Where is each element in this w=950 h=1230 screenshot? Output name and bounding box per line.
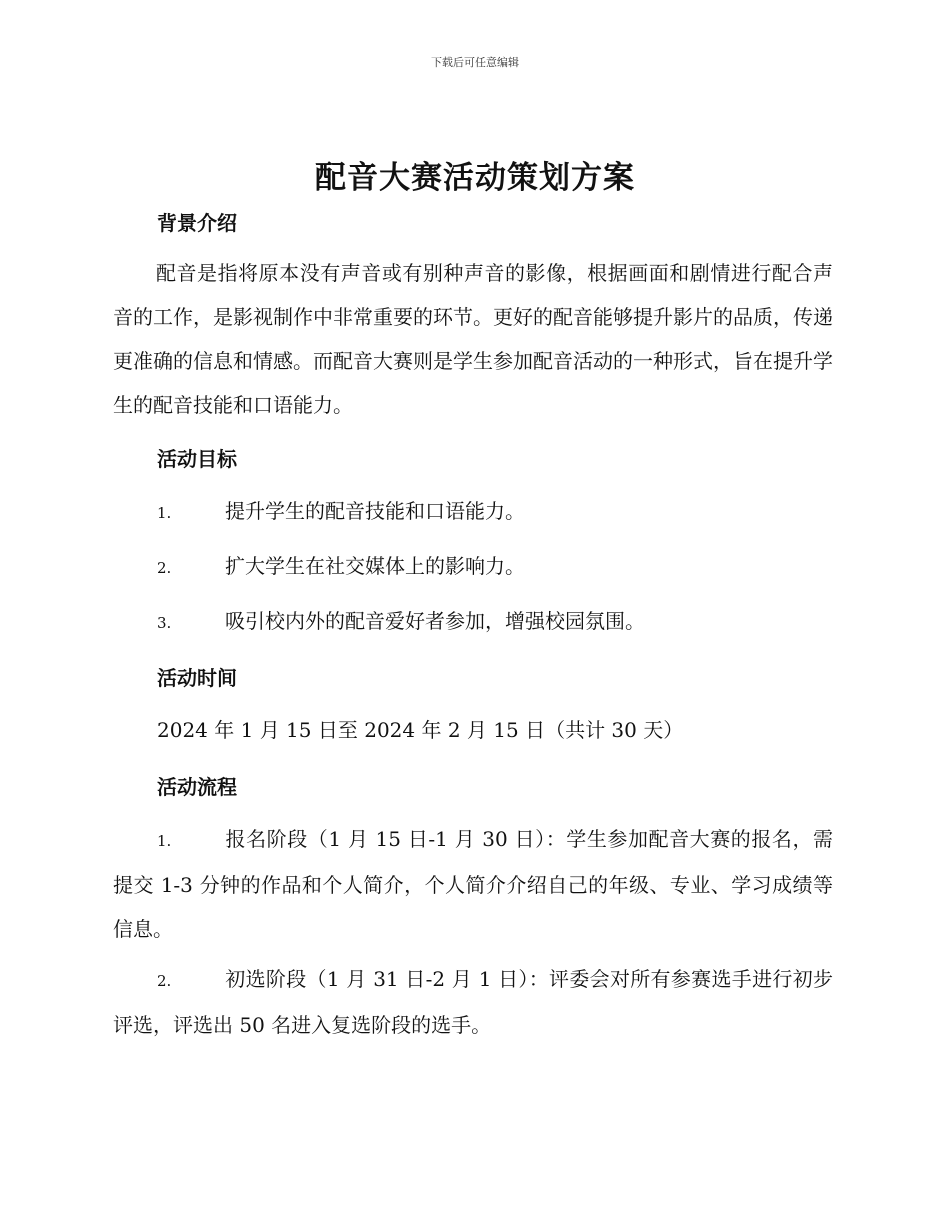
process-item (113, 817, 833, 951)
process-item-text: 报名阶段（1 月 15 日-1 月 30 日）：学生参加配音大赛的报名，需提交 1-3 分钟的作品和个人简介，个人简介介绍自己的年级、专业、学习成绩等信息。 (113, 827, 833, 941)
section-heading-background: 背景介绍 (157, 211, 237, 235)
goal-item-text: 吸引校内外的配音爱好者参加，增强校园氛围。 (225, 609, 645, 633)
section-heading-goals: 活动目标 (157, 447, 237, 471)
process-item-text: 初选阶段（1 月 31 日-2 月 1 日）：评委会对所有参赛选手进行初步评选，评选出 50 名进入复选阶段的选手。 (113, 967, 833, 1037)
goal-item (157, 552, 525, 582)
process-item (113, 957, 833, 1047)
activity-time-text: 2024 年 1 月 15 日至 2024 年 2 月 15 日（共计 30 天） (157, 718, 684, 742)
document-title: 配音大赛活动策划方案 (315, 160, 635, 196)
goal-item-text: 提升学生的配音技能和口语能力。 (225, 499, 525, 523)
section-heading-process: 活动流程 (157, 775, 237, 799)
background-paragraph: 配音是指将原本没有声音或有别种声音的影像，根据画面和剧情进行配合声音的工作，是影视制作中非常重要的环节。更好的配音能够提升影片的品质，传递更准确的信息和情感。而配音大赛则是学生参加配音活动的一种形式，旨在提升学生的配音技能和口语能力。 (113, 261, 833, 417)
goal-item-text: 扩大学生在社交媒体上的影响力。 (225, 554, 525, 578)
goal-item (157, 607, 645, 637)
goal-item (157, 497, 525, 527)
page-header-note: 下载后可任意编辑 (431, 56, 519, 69)
process-item-number: 1. (157, 832, 172, 850)
goal-item-number: 2. (157, 559, 172, 577)
goal-item-number: 1. (157, 504, 172, 522)
process-item-number: 2. (157, 972, 172, 990)
section-heading-time: 活动时间 (157, 666, 237, 690)
goal-item-number: 3. (157, 614, 172, 632)
